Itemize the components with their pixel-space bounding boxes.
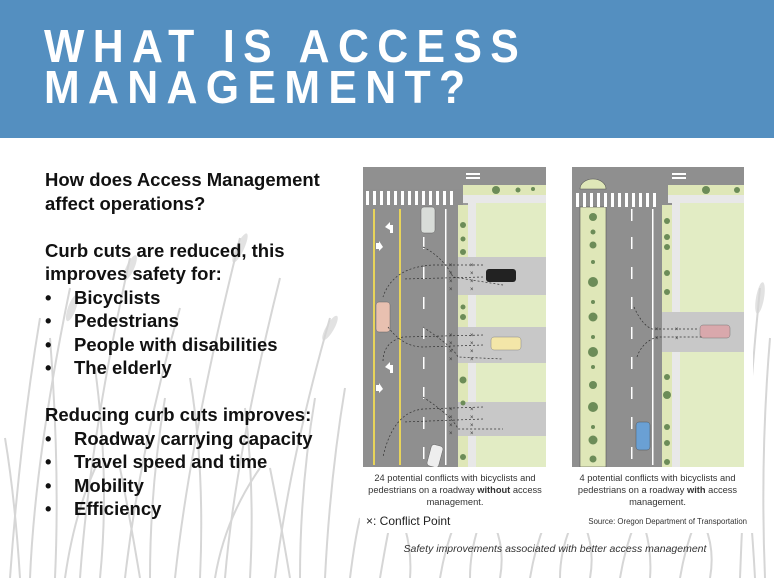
list-item [45,286,345,310]
svg-text:×: × [655,327,659,333]
slide-header [0,0,774,138]
svg-text:×: × [675,336,679,342]
list-item-text: Bicyclists [74,286,161,308]
list-item [45,333,345,357]
list-item [45,427,345,451]
list-item-text: Roadway carrying capacity [74,427,313,449]
safety-heading-line-2: improves safety for: [45,263,222,284]
svg-text:×: × [449,333,453,339]
svg-text:×: × [449,287,453,293]
svg-text:×: × [449,407,453,413]
improvements-heading: Reducing curb cuts improves: [45,404,312,425]
svg-text:×: × [449,357,453,363]
svg-text:×: × [470,357,474,363]
title-line-1: WHAT IS ACCESS [44,20,528,72]
svg-text:×: × [449,341,453,347]
conflict-point-legend: ×: Conflict Point [366,514,451,528]
svg-text:×: × [449,271,453,277]
list-item [45,450,345,474]
svg-text:×: × [449,431,453,437]
svg-text:×: × [470,333,474,339]
access-management-figure [360,163,753,533]
list-item-text: Efficiency [74,498,162,519]
question-line-2: affect operations? [45,192,206,214]
list-item [45,474,345,498]
svg-text:×: × [655,336,659,342]
bullet-icon: • [45,357,52,378]
bullet-icon: • [45,451,52,472]
list-item-text: Mobility [74,474,144,496]
caption-emphasis: without [477,485,511,495]
diagram-without-access-management [363,167,546,467]
svg-text:×: × [470,271,474,277]
improvements-list [45,427,345,521]
list-item [45,309,345,333]
svg-text:×: × [470,279,474,285]
list-item-text: Travel speed and time [74,451,268,472]
list-item [45,356,345,380]
diagram-with-access-management [572,167,744,467]
caption-text: 24 potential conflicts with bicyclists and pedestrians on a roadway [368,473,536,495]
bullet-icon: • [45,310,52,331]
caption-with-access-management [565,472,750,508]
spacer [45,215,345,239]
caption-text: 4 potential conflicts with bicyclists and pedestrians on a roadway [577,473,736,495]
svg-text:×: × [470,287,474,293]
list-item [45,497,345,521]
svg-text:×: × [675,327,679,333]
svg-text:×: × [470,423,474,429]
svg-text:×: × [470,349,474,355]
svg-text:×: × [449,349,453,355]
question-line-1: How does Access Management [45,169,320,190]
source-credit: Source: Oregon Department of Transportation [588,517,747,526]
svg-text:×: × [449,423,453,429]
slide-body-text [45,168,345,521]
svg-text:×: × [470,341,474,347]
bullet-icon: • [45,333,52,355]
bullet-icon: • [45,498,52,519]
safety-list [45,286,345,380]
svg-text:×: × [470,431,474,437]
caption-text: access management. [629,485,738,507]
svg-text:×: × [470,263,474,269]
spacer [45,380,345,404]
svg-text:×: × [449,263,453,269]
bullet-icon: • [45,427,52,449]
svg-text:×: × [470,407,474,413]
safety-heading-line-1: Curb cuts are reduced, this [45,239,285,261]
list-item-text: The elderly [74,357,172,378]
figure-caption: Safety improvements associated with better access management [403,543,707,555]
list-item-text: People with disabilities [74,333,278,355]
slide-title [44,20,528,113]
svg-text:×: × [449,279,453,285]
bullet-icon: • [45,474,52,496]
title-line-2: MANAGEMENT? [44,61,474,113]
svg-text:×: × [470,415,474,421]
bullet-icon: • [45,286,52,308]
caption-text: access management. [426,485,542,507]
caption-without-access-management [360,472,550,508]
caption-emphasis: with [686,485,706,495]
list-item-text: Pedestrians [74,310,179,331]
svg-text:×: × [449,415,453,421]
